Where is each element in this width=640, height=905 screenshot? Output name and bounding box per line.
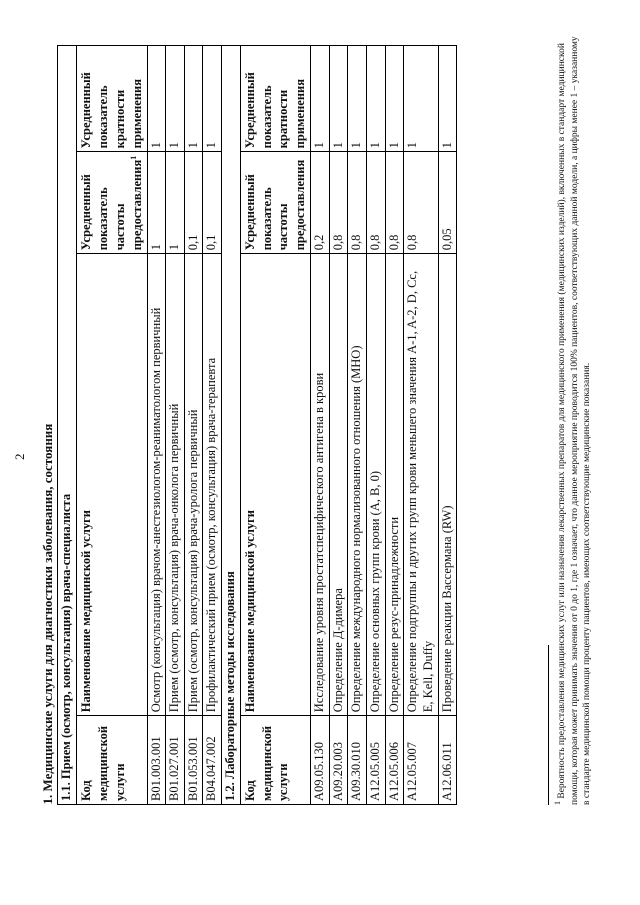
table-row (166, 46, 185, 805)
cell-frequency: 0,8 (348, 152, 367, 254)
table-row (147, 46, 166, 805)
cell-frequency: 0,8 (329, 152, 348, 254)
cell-name: Профилактический прием (осмотр, консультация) врача-терапевта (203, 254, 222, 716)
cell-code: B01.003.001 (147, 716, 166, 805)
cell-frequency: 1 (166, 152, 185, 254)
cell-frequency: 0,1 (203, 152, 222, 254)
cell-code: A09.20.003 (329, 716, 348, 805)
cell-multiplicity: 1 (404, 46, 438, 152)
footnote-text: Вероятность предоставления медицинских услуг или назначения лекарственных препаратов для медицинского применения (медицинских изделий), включенных в стандарт медицинской помощи, которая может принимать значения от 0 до 1, где 1 означает, что данное мероприятие проводится 100% пациентов, соответствующих данной модели, а цифры менее 1 – указанному в стандарте медицинской помощи проценту пациентов, имеющих соответствующие медицинские показания. (557, 36, 592, 805)
cell-code: B04.047.002 (203, 716, 222, 805)
cell-code: A12.06.011 (438, 716, 457, 805)
cell-code: B01.053.001 (184, 716, 203, 805)
cell-frequency: 1 (147, 152, 166, 254)
cell-name: Определение Д-димера (329, 254, 348, 716)
cell-multiplicity: 1 (329, 46, 348, 152)
subsection-title: 1.1. Прием (осмотр, консультация) врача-специалиста (58, 46, 77, 805)
cell-frequency: 0,8 (367, 152, 386, 254)
cell-code: B01.027.001 (166, 716, 185, 805)
cell-multiplicity: 1 (166, 46, 185, 152)
cell-frequency: 0,05 (438, 152, 457, 254)
table-row (385, 46, 404, 805)
footnote-marker: 1 (553, 801, 562, 805)
cell-code: A09.30.010 (348, 716, 367, 805)
header-frequency-text: Усредненный показатель частоты предоставления (78, 159, 144, 251)
cell-name: Определение подгруппы и других групп крови меньшего значения A-1, A-2, D, Cc, E, Kell, Duffy (404, 254, 438, 716)
table-row (367, 46, 386, 805)
cell-multiplicity: 1 (203, 46, 222, 152)
table-row (203, 46, 222, 805)
section-title-row (40, 46, 58, 805)
cell-name: Прием (осмотр, консультация) врача-уролога первичный (184, 254, 203, 716)
cell-multiplicity: 1 (311, 46, 330, 152)
footnote (553, 35, 593, 805)
table-row (404, 46, 438, 805)
header-frequency (76, 152, 147, 254)
cell-frequency: 0,1 (184, 152, 203, 254)
table-header-row (240, 46, 311, 805)
header-name: Наименование медицинской услуги (76, 254, 147, 716)
cell-code: A12.05.006 (385, 716, 404, 805)
cell-frequency: 0,8 (404, 152, 438, 254)
cell-multiplicity: 1 (348, 46, 367, 152)
cell-name: Прием (осмотр, консультация) врача-онколога первичный (166, 254, 185, 716)
cell-code: A12.05.005 (367, 716, 386, 805)
cell-multiplicity: 1 (184, 46, 203, 152)
cell-name: Определение резус-принадлежности (385, 254, 404, 716)
table-row (438, 46, 457, 805)
services-table (40, 45, 457, 805)
header-multiplicity: Усредненный показатель кратности применения (240, 46, 311, 152)
page-number: 2 (12, 453, 27, 460)
cell-name: Определение международного нормализованного отношения (МНО) (348, 254, 367, 716)
cell-name: Осмотр (консультация) врачом-анестезиологом-реаниматологом первичный (147, 254, 166, 716)
header-name: Наименование медицинской услуги (240, 254, 311, 716)
header-multiplicity: Усредненный показатель кратности применения (76, 46, 147, 152)
header-code: Код медицинской услуги (76, 716, 147, 805)
table-row (184, 46, 203, 805)
footnote-ref: 1 (128, 155, 138, 160)
table-row (311, 46, 330, 805)
subsection-row (222, 46, 241, 805)
table-row (348, 46, 367, 805)
cell-code: A09.05.130 (311, 716, 330, 805)
cell-name: Исследование уровня простатспецифического антигена в крови (311, 254, 330, 716)
cell-multiplicity: 1 (147, 46, 166, 152)
cell-multiplicity: 1 (385, 46, 404, 152)
cell-multiplicity: 1 (367, 46, 386, 152)
subsection-row (58, 46, 77, 805)
footnote-divider (548, 645, 549, 805)
header-frequency: Усредненный показатель частоты предоставления (240, 152, 311, 254)
table-header-row (76, 46, 147, 805)
table-row (329, 46, 348, 805)
subsection-title: 1.2. Лабораторные методы исследования (222, 46, 241, 805)
cell-name: Определение основных групп крови (A, B, 0) (367, 254, 386, 716)
header-code: Код медицинской услуги (240, 716, 311, 805)
section-title: 1. Медицинские услуги для диагностики заболевания, состояния (40, 46, 58, 805)
cell-name: Проведение реакции Вассермана (RW) (438, 254, 457, 716)
cell-code: A12.05.007 (404, 716, 438, 805)
cell-multiplicity: 1 (438, 46, 457, 152)
cell-frequency: 0,2 (311, 152, 330, 254)
cell-frequency: 0,8 (385, 152, 404, 254)
